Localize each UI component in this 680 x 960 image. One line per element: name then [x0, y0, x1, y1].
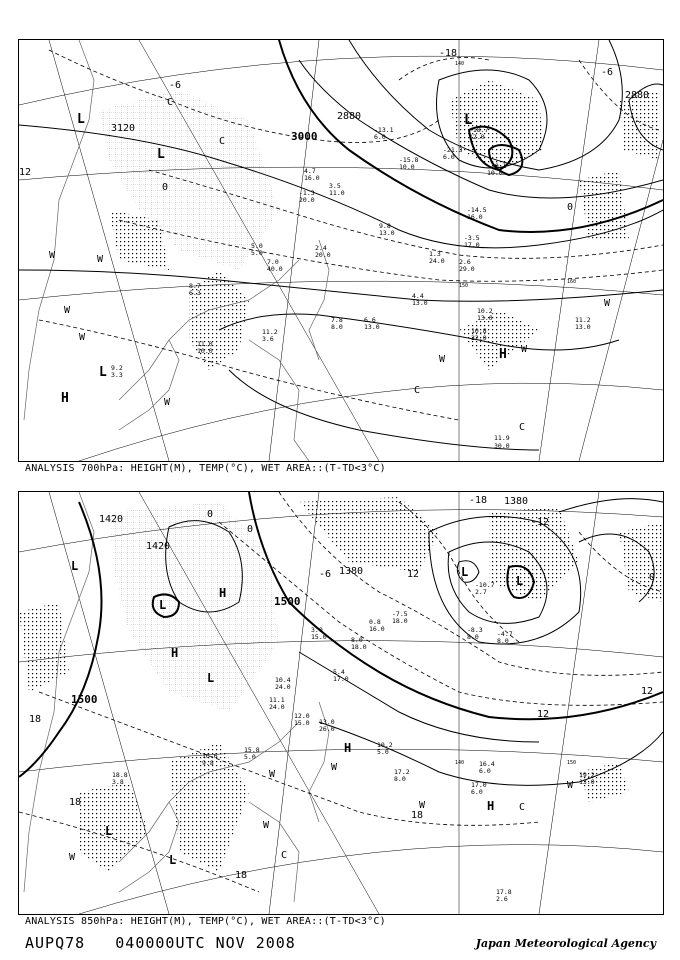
station-plot — [412, 292, 428, 307]
svg-text:8.0: 8.0 — [467, 633, 479, 641]
high-pressure-marker: H — [344, 741, 352, 755]
height-contours-700 — [19, 40, 663, 450]
svg-text:5.4: 5.4 — [333, 668, 345, 676]
warm-center-marker: W — [567, 780, 574, 791]
isotherm-label: 18 — [235, 870, 248, 881]
svg-text:-21.3: -21.3 — [443, 146, 463, 154]
contour-label: 2880 — [337, 111, 362, 122]
station-plot — [269, 696, 285, 711]
station-plot — [497, 630, 513, 645]
svg-text:10.0: 10.0 — [197, 347, 213, 355]
isotherm-label: 12 — [537, 709, 550, 720]
warm-center-marker: W — [69, 852, 76, 863]
svg-text:8.0: 8.0 — [331, 323, 343, 331]
station-plot — [471, 327, 487, 342]
svg-text:0.8: 0.8 — [369, 618, 381, 626]
svg-text:16.6: 16.6 — [202, 752, 218, 760]
isotherm-label: -18 — [469, 495, 488, 506]
station-plot — [299, 189, 315, 204]
low-pressure-marker: L — [99, 365, 107, 380]
warm-center-marker: W — [97, 254, 104, 265]
warm-center-marker: W — [79, 332, 86, 343]
svg-text:7.8: 7.8 — [331, 316, 343, 324]
station-plot — [379, 222, 395, 237]
svg-text:11.2: 11.2 — [575, 316, 591, 324]
svg-text:-15.8: -15.8 — [399, 156, 419, 164]
high-pressure-marker: H — [171, 646, 179, 660]
svg-text:2.6: 2.6 — [459, 258, 471, 266]
svg-text:-8.3: -8.3 — [467, 626, 483, 634]
contour-label: 2880 — [625, 90, 650, 101]
svg-text:16.0: 16.0 — [467, 213, 483, 221]
station-plot — [459, 258, 475, 273]
svg-text:17.8: 17.8 — [496, 888, 512, 896]
station-plot — [392, 610, 408, 625]
svg-text:15.0: 15.0 — [311, 633, 327, 641]
station-plot — [251, 242, 263, 257]
warm-center-marker: W — [604, 298, 611, 309]
map-panel-850hpa — [18, 491, 664, 915]
svg-text:7.0: 7.0 — [267, 258, 279, 266]
svg-text:17.0: 17.0 — [464, 241, 480, 249]
svg-text:6.0: 6.0 — [471, 788, 483, 796]
station-plot — [364, 316, 380, 331]
svg-text:15.8: 15.8 — [244, 746, 260, 754]
station-plot — [487, 162, 507, 177]
svg-text:2.4: 2.4 — [315, 244, 327, 252]
wet-areas-850 — [19, 497, 663, 872]
svg-text:3.5: 3.5 — [329, 182, 341, 190]
svg-text:-14.5: -14.5 — [467, 206, 487, 214]
station-plot — [443, 146, 463, 161]
high-pressure-marker: H — [487, 799, 495, 813]
isotherm-label: -18 — [439, 48, 458, 59]
station-plot — [377, 741, 393, 756]
isotherm-label: -6 — [319, 569, 332, 580]
contour-label: 1380 — [504, 496, 529, 507]
high-pressure-marker: H — [499, 347, 507, 362]
contour-label: 1420 — [146, 541, 171, 552]
svg-text:6.0: 6.0 — [479, 767, 491, 775]
svg-text:20.0: 20.0 — [315, 251, 331, 259]
svg-text:5.0: 5.0 — [244, 753, 256, 761]
station-plot — [477, 307, 493, 322]
cold-center-marker: C — [167, 97, 174, 108]
map-700-canvas — [19, 40, 663, 461]
station-plot — [304, 167, 320, 182]
station-plot — [267, 258, 283, 273]
svg-text:24.0: 24.0 — [275, 683, 291, 691]
svg-text:24.0: 24.0 — [429, 257, 445, 265]
isotherm-label: 18 — [29, 714, 42, 725]
svg-text:10.2: 10.2 — [477, 307, 493, 315]
cold-center-marker: C — [281, 850, 288, 861]
svg-text:8.7: 8.7 — [189, 282, 201, 290]
station-plot — [331, 316, 343, 331]
station-plot — [394, 768, 410, 783]
graticule-label: 160 — [567, 279, 577, 285]
svg-text:2.7: 2.7 — [475, 588, 487, 596]
svg-text:26.0: 26.0 — [319, 725, 335, 733]
cold-center-marker: C — [414, 385, 421, 396]
svg-text:18.0: 18.0 — [351, 643, 367, 651]
svg-text:10.0: 10.0 — [399, 163, 415, 171]
svg-text:3.6: 3.6 — [262, 335, 274, 343]
svg-text:-3.5: -3.5 — [464, 234, 480, 242]
low-pressure-marker: L — [77, 112, 85, 127]
svg-text:29.0: 29.0 — [459, 265, 475, 273]
isotherm-label: 0 — [247, 524, 254, 535]
contour-label: 1500 — [71, 693, 98, 706]
svg-text:17.0: 17.0 — [471, 781, 487, 789]
isotherm-label: -6 — [169, 80, 182, 91]
warm-center-marker: W — [269, 769, 276, 780]
isotherm-label: 18 — [69, 797, 82, 808]
isotherm-label: 12 — [407, 569, 420, 580]
agency-credit: Japan Meteorological Agency — [475, 937, 656, 950]
station-plot — [351, 636, 367, 651]
graticule-label: 150 — [567, 760, 577, 766]
svg-text:8.0: 8.0 — [394, 775, 406, 783]
svg-text:11.9: 11.9 — [494, 434, 510, 442]
svg-text:13.0: 13.0 — [477, 314, 493, 322]
station-plot — [479, 760, 495, 775]
svg-text:13.0: 13.0 — [579, 778, 595, 786]
cold-center-marker: C — [219, 136, 226, 147]
svg-text:13.0: 13.0 — [412, 299, 428, 307]
station-plot — [496, 888, 512, 903]
low-pressure-marker: L — [105, 824, 113, 838]
svg-text:11.2: 11.2 — [262, 328, 278, 336]
svg-text:-19.1: -19.1 — [487, 162, 507, 170]
station-plot — [464, 234, 480, 249]
high-pressure-marker: H — [61, 391, 69, 406]
isotherm-label: 12 — [19, 167, 32, 178]
station-plot — [369, 618, 385, 633]
svg-text:16.0: 16.0 — [304, 174, 320, 182]
isotherm-label: 18 — [411, 810, 424, 821]
contour-label: 3000 — [291, 130, 318, 143]
low-pressure-marker: L — [157, 147, 165, 162]
station-plot — [111, 364, 123, 379]
svg-text:12.0: 12.0 — [294, 712, 310, 720]
svg-text:10.4: 10.4 — [275, 676, 291, 684]
station-plot — [294, 712, 310, 727]
warm-center-marker: W — [521, 344, 528, 355]
svg-text:-1.3: -1.3 — [299, 189, 315, 197]
svg-text:16.4: 16.4 — [479, 760, 495, 768]
station-plot — [275, 676, 291, 691]
svg-text:17.2: 17.2 — [394, 768, 410, 776]
low-pressure-marker: L — [169, 853, 177, 867]
station-plot — [197, 340, 213, 355]
svg-text:30.0: 30.0 — [494, 442, 510, 450]
isotherm-label: 0 — [162, 182, 169, 193]
svg-text:17.0: 17.0 — [333, 675, 349, 683]
svg-text:2.6: 2.6 — [496, 895, 508, 903]
svg-text:8.0: 8.0 — [497, 637, 509, 645]
svg-text:10.8: 10.8 — [471, 327, 487, 335]
svg-text:-10.7: -10.7 — [475, 581, 495, 589]
svg-text:-7.5: -7.5 — [392, 610, 408, 618]
svg-text:9.2: 9.2 — [111, 364, 123, 372]
warm-center-marker: W — [164, 397, 171, 408]
svg-text:9.8: 9.8 — [202, 759, 214, 767]
svg-text:3.0: 3.0 — [311, 626, 323, 634]
svg-text:4.7: 4.7 — [304, 167, 316, 175]
warm-center-marker: W — [263, 820, 270, 831]
svg-text:5.0: 5.0 — [377, 748, 389, 756]
station-plot — [429, 250, 445, 265]
caption-700hpa: ANALYSIS 700hPa: HEIGHT(M), TEMP(°C), WET AREA::(T-TD<3°C) — [25, 463, 386, 474]
station-plot — [494, 434, 510, 450]
graticule-700 — [19, 40, 663, 461]
svg-text:40.0: 40.0 — [267, 265, 283, 273]
station-plot — [575, 316, 591, 331]
svg-text:6.6: 6.6 — [364, 316, 376, 324]
station-plot — [579, 771, 595, 786]
high-pressure-marker: H — [219, 586, 227, 600]
map-850-canvas — [19, 492, 663, 914]
svg-text:13.0: 13.0 — [364, 323, 380, 331]
svg-text:18.0: 18.0 — [392, 617, 408, 625]
svg-text:5.0: 5.0 — [251, 242, 263, 250]
warm-center-marker: W — [331, 762, 338, 773]
low-pressure-marker: L — [207, 671, 215, 685]
station-plot — [467, 206, 487, 221]
station-plot — [319, 718, 335, 733]
low-pressure-marker: L — [159, 598, 167, 612]
low-pressure-marker: L — [516, 574, 524, 588]
svg-text:-13.1: -13.1 — [374, 126, 394, 134]
station-plot — [399, 156, 419, 171]
map-panel-700hpa — [18, 39, 664, 462]
svg-text:6.0: 6.0 — [443, 153, 455, 161]
warm-center-marker: W — [64, 305, 71, 316]
warm-center-marker: W — [49, 250, 56, 261]
station-plot — [471, 781, 487, 796]
svg-text:24.0: 24.0 — [269, 703, 285, 711]
caption-850hpa: ANALYSIS 850hPa: HEIGHT(M), TEMP(°C), WET AREA::(T-TD<3°C) — [25, 916, 386, 927]
station-plot — [374, 126, 394, 141]
svg-text:11.0: 11.0 — [329, 189, 345, 197]
station-plot — [475, 581, 495, 596]
svg-text:12.0: 12.0 — [469, 133, 485, 141]
isotherm-label: 0 — [567, 202, 574, 213]
graticule-label: 140 — [455, 760, 465, 766]
isotherm-label: -6 — [601, 67, 614, 78]
isotherm-label: -12 — [531, 517, 550, 528]
svg-text:18.8: 18.8 — [112, 771, 128, 779]
svg-text:22.0: 22.0 — [471, 334, 487, 342]
station-plot — [189, 282, 201, 297]
low-pressure-marker: L — [71, 559, 79, 573]
svg-text:13.0: 13.0 — [575, 323, 591, 331]
svg-text:13.0: 13.0 — [319, 718, 335, 726]
graticule-label: 150 — [459, 283, 469, 289]
svg-text:4.4: 4.4 — [412, 292, 424, 300]
svg-text:-18.7: -18.7 — [469, 126, 489, 134]
cold-center-marker: C — [519, 422, 526, 433]
svg-text:9.8: 9.8 — [379, 222, 391, 230]
graticule-label: 140 — [455, 61, 465, 67]
warm-center-marker: W — [419, 800, 426, 811]
svg-text:3.3: 3.3 — [111, 371, 123, 379]
contour-label: 3120 — [111, 123, 136, 134]
svg-text:6.0: 6.0 — [374, 133, 386, 141]
svg-text:3.8: 3.8 — [112, 778, 124, 786]
svg-text:15.0: 15.0 — [294, 719, 310, 727]
svg-text:1.3: 1.3 — [429, 250, 441, 258]
contour-label: 1380 — [339, 566, 364, 577]
svg-text:5.0: 5.0 — [251, 249, 263, 257]
svg-text:10.2: 10.2 — [377, 741, 393, 749]
station-plot — [333, 668, 349, 683]
svg-text:8.0: 8.0 — [351, 636, 363, 644]
svg-text:6.3: 6.3 — [189, 289, 201, 297]
station-plot — [244, 746, 260, 761]
svg-text:11.0: 11.0 — [197, 340, 213, 348]
svg-text:10.0: 10.0 — [487, 169, 503, 177]
svg-text:11.1: 11.1 — [269, 696, 285, 704]
station-plot — [329, 182, 345, 197]
cold-center-marker: C — [519, 802, 526, 813]
station-plot — [467, 626, 483, 641]
station-plot — [311, 626, 327, 641]
isotherm-label: 0 — [207, 509, 214, 520]
station-plot — [262, 328, 278, 343]
low-pressure-marker: L — [461, 565, 469, 579]
station-plot — [315, 244, 331, 259]
svg-text:13.0: 13.0 — [379, 229, 395, 237]
warm-center-marker: W — [439, 354, 446, 365]
svg-text:16.0: 16.0 — [369, 625, 385, 633]
svg-text:19.2: 19.2 — [579, 771, 595, 779]
svg-text:-4.7: -4.7 — [497, 630, 513, 638]
isotherm-label: 12 — [641, 686, 654, 697]
contour-label: 1420 — [99, 514, 124, 525]
chart-identifier: AUPQ78 040000UTC NOV 2008 — [25, 934, 296, 952]
low-pressure-marker: L — [464, 112, 473, 128]
isotherm-label: 0 — [649, 572, 656, 583]
svg-text:20.0: 20.0 — [299, 196, 315, 204]
contour-label: 1500 — [274, 595, 301, 608]
